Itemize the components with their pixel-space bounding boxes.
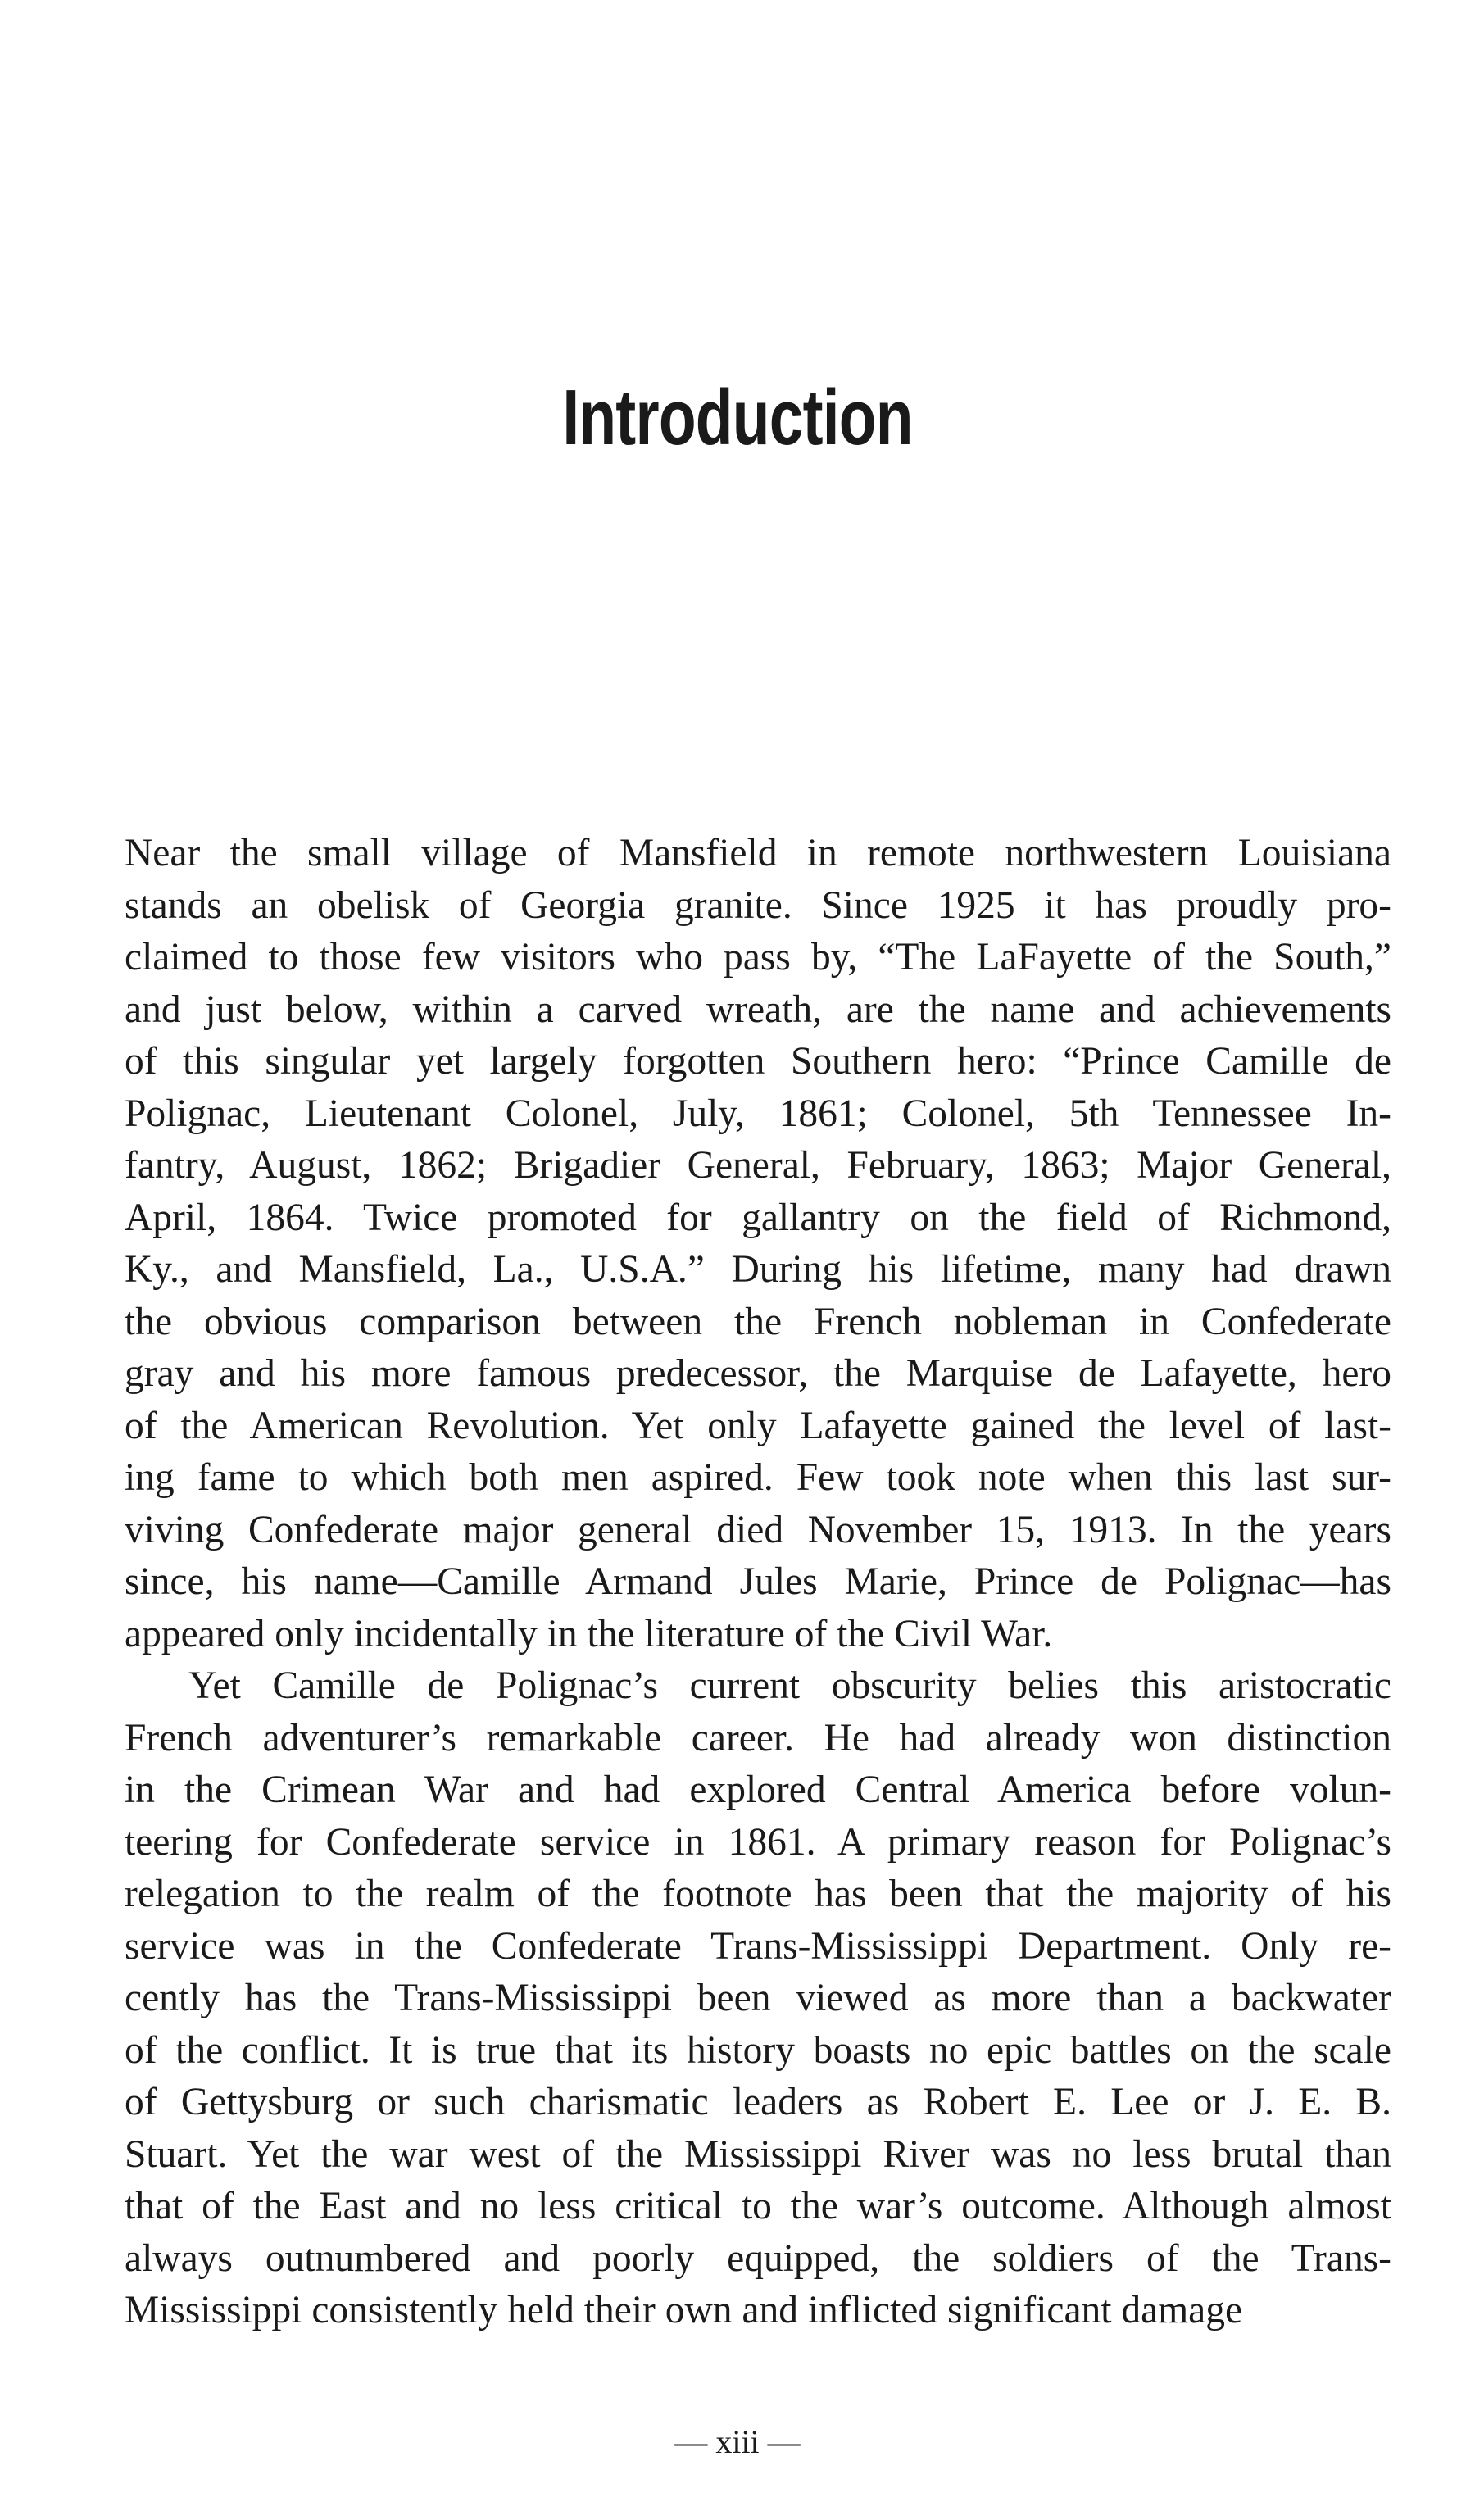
text-line: of Gettysburg or such charismatic leaders as Robert E. Lee or J. E. B. (125, 2081, 1391, 2123)
text-line: French adventurer’s remarkable career. He had already won distinction (125, 1716, 1391, 1759)
text-line: Ky., and Mansfield, La., U.S.A.” During his lifetime, many had drawn (125, 1248, 1391, 1291)
text-line: fantry, August, 1862; Brigadier General, February, 1863; Major General, (125, 1144, 1391, 1187)
text-line: and just below, within a carved wreath, are the name and achievements (125, 988, 1391, 1031)
text-line: in the Crimean War and had explored Central America before volun- (125, 1769, 1391, 1811)
text-line: viving Confederate major general died November 15, 1913. In the years (125, 1508, 1391, 1551)
text-line: stands an obelisk of Georgia granite. Since 1925 it has proudly pro- (125, 883, 1391, 927)
text-line: since, his name—Camille Armand Jules Marie, Prince de Polignac—has (125, 1560, 1391, 1603)
text-line: cently has the Trans-Mississippi been viewed as more than a backwater (125, 1977, 1391, 2019)
paragraph (125, 828, 1391, 1660)
text-line: the obvious comparison between the French nobleman in Confederate (125, 1300, 1391, 1343)
text-line: appeared only incidentally in the literature of the Civil War. (125, 1612, 1053, 1655)
page-number: — xiii — (674, 2423, 801, 2460)
text-line: always outnumbered and poorly equipped, the soldiers of the Trans- (125, 2236, 1391, 2280)
text-line: of this singular yet largely forgotten Southern hero: “Prince Camille de (125, 1040, 1391, 1083)
text-line: Yet Camille de Polignac’s current obscurity belies this aristocratic (188, 1664, 1391, 1707)
text-line: gray and his more famous predecessor, the Marquise de Lafayette, hero (125, 1352, 1391, 1395)
text-line: of the American Revolution. Yet only Lafayette gained the level of last- (125, 1404, 1391, 1447)
text-line: Mississippi consistently held their own and inflicted significant damage (125, 2289, 1243, 2332)
text-line: ing fame to which both men aspired. Few took note when this last sur- (125, 1456, 1391, 1499)
text-line: Polignac, Lieutenant Colonel, July, 1861; Colonel, 5th Tennessee In- (125, 1092, 1391, 1135)
body-text (125, 828, 1391, 2337)
text-line: relegation to the realm of the footnote has been that the majority of his (125, 1873, 1391, 1915)
text-line: Near the small village of Mansfield in remote northwestern Louisiana (125, 832, 1391, 874)
text-line: of the conflict. It is true that its history boasts no epic battles on the scale (125, 2028, 1391, 2072)
paragraph (125, 1660, 1391, 2337)
text-line: that of the East and no less critical to the war’s outcome. Although almost (125, 2185, 1391, 2227)
text-line: teering for Confederate service in 1861. A primary reason for Polignac’s (125, 1820, 1391, 1864)
text-line: April, 1864. Twice promoted for gallantry on the field of Richmond, (125, 1196, 1391, 1239)
chapter-title: Introduction (562, 374, 913, 461)
text-line: Stuart. Yet the war west of the Mississippi River was no less brutal than (125, 2132, 1391, 2176)
text-line: service was in the Confederate Trans-Mississippi Department. Only re- (125, 1924, 1391, 1968)
text-line: claimed to those few visitors who pass by, “The LaFayette of the South,” (125, 936, 1391, 978)
